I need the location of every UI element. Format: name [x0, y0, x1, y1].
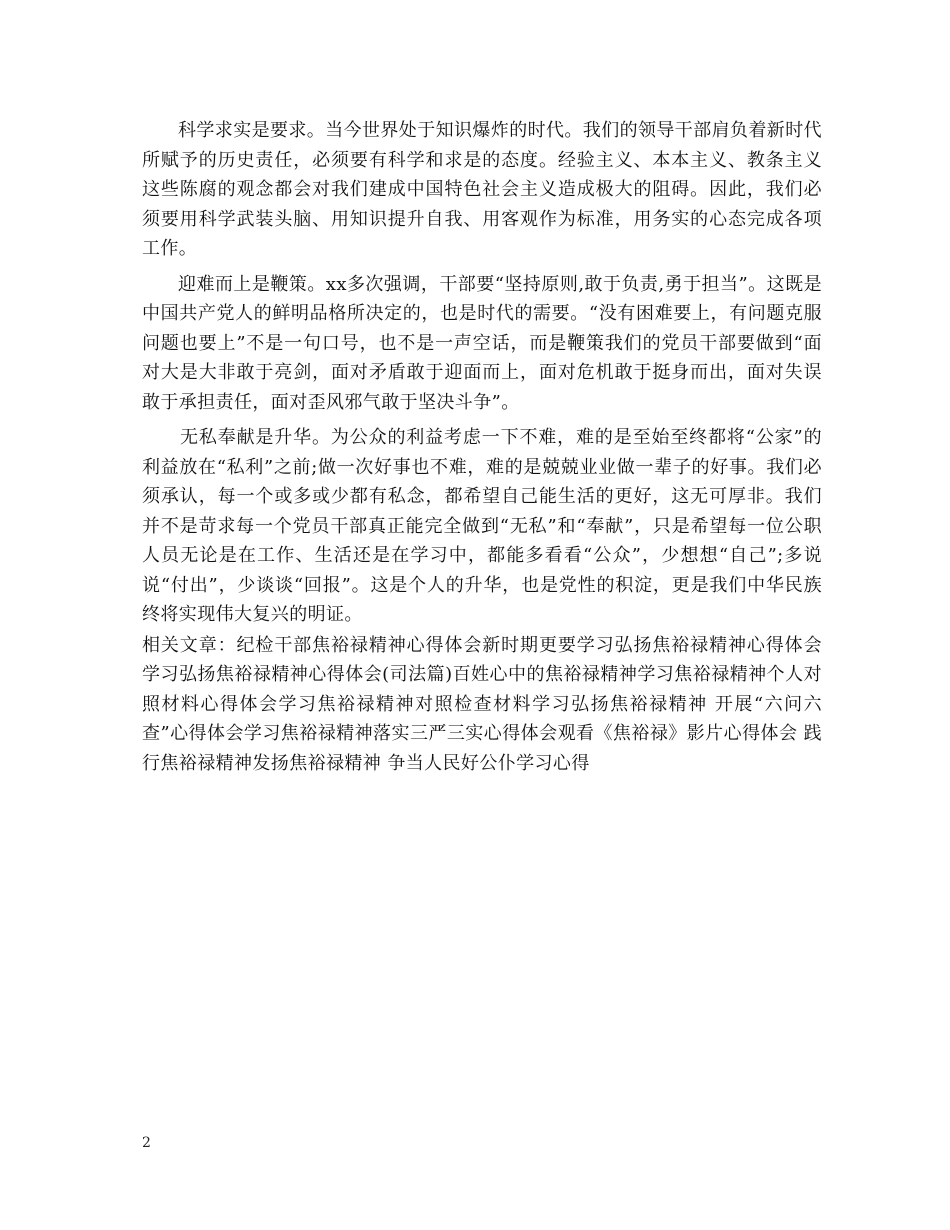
page-number: 2: [142, 1135, 151, 1151]
paragraph-scientific-truth: 科学求实是要求。当今世界处于知识爆炸的时代。我们的领导干部肩负着新时代所赋予的历史责任，必须要有科学和求是的态度。经验主义、本本主义、教条主义这些陈腐的观念都会对我们建成中国特色社会主义造成极大的阻碍。因此，我们必须要用科学武装头脑、用知识提升自我、用客观作为标准，用务实的心态完成各项工作。: [142, 120, 822, 259]
document-body: [142, 116, 822, 778]
paragraph-selfless-dedication: 无私奉献是升华。为公众的利益考虑一下不难，难的是至始至终都将“公家”的利益放在“私利”之前;做一次好事也不难，难的是兢兢业业做一辈子的好事。我们必须承认，每一个或多或少都有私念，都希望自己能生活的更好，这无可厚非。我们并不是苛求每一个党员干部真正能完全做到“无私”和“奉献”，只是希望每一位公职人员无论是在工作、生活还是在学习中，都能多看看“公众”，少想想“自己”;多说说“付出”，少谈谈“回报”。这是个人的升华，也是党性的积淀，更是我们中华民族终将实现伟大复兴的明证。: [142, 427, 822, 625]
paragraph-face-difficulties: 迎难而上是鞭策。xx多次强调，干部要“坚持原则,敢于负责,勇于担当”。这既是中国共产党人的鲜明品格所决定的，也是时代的需要。“没有困难要上，有问题克服问题也要上”不是一句口号，也不是一声空话，而是鞭策我们的党员干部要做到“面对大是大非敢于亮剑，面对矛盾敢于迎面而上，面对危机敢于挺身而出，面对失误敢于承担责任，面对歪风邪气敢于坚决斗争”。: [142, 273, 822, 413]
related-articles: 相关文章：纪检干部焦裕禄精神心得体会新时期更要学习弘扬焦裕禄精神心得体会学习弘扬焦裕禄精神心得体会(司法篇)百姓心中的焦裕禄精神学习焦裕禄精神个人对照材料心得体会学习焦裕禄精神对照检查材料学习弘扬焦裕禄精神 开展“六问六查”心得体会学习焦裕禄精神落实三严三实心得体会观看《焦裕禄》影片心得体会 践行焦裕禄精神发扬焦裕禄精神 争当人民好公仆学习心得: [142, 634, 822, 774]
